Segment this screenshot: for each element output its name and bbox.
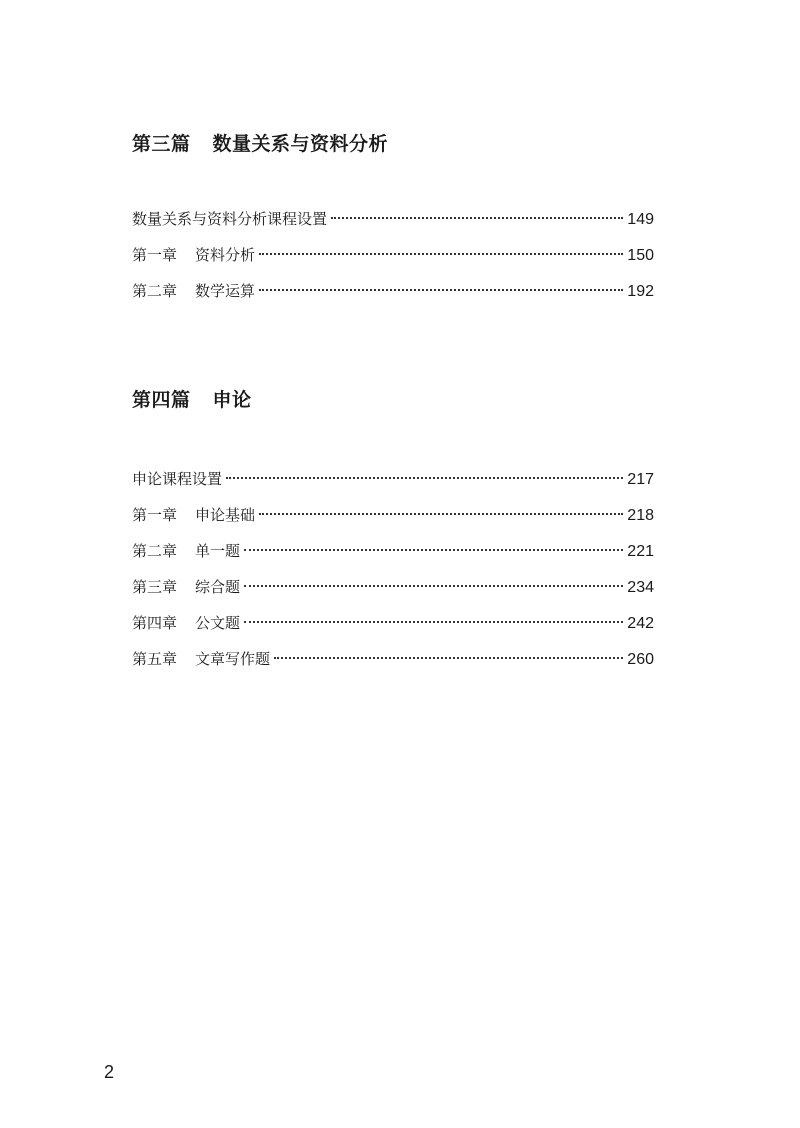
- entry-label: [132, 641, 270, 677]
- toc-entries: [132, 461, 654, 677]
- entry-title: 数量关系与资料分析课程设置: [132, 210, 328, 228]
- entry-chapter: 第一章: [132, 246, 178, 264]
- entry-label: [132, 569, 240, 605]
- entry-title: 公文题: [195, 614, 241, 632]
- entry-chapter: 第四章: [132, 614, 178, 632]
- part-number: 第四篇: [132, 389, 191, 411]
- entry-chapter: 第二章: [132, 542, 178, 560]
- entry-title: 资料分析: [195, 246, 256, 264]
- dot-leader: [244, 585, 623, 587]
- toc-part-3: [132, 129, 654, 309]
- entry-label: [132, 533, 240, 569]
- entry-title: 申论课程设置: [132, 470, 223, 488]
- entry-page: 150: [627, 247, 654, 264]
- part-title: 数量关系与资料分析: [212, 133, 389, 155]
- dot-leader: [244, 549, 623, 551]
- dot-leader: [226, 477, 623, 479]
- entry-label: [132, 237, 255, 273]
- dot-leader: [259, 253, 623, 255]
- entry-label: [132, 497, 255, 533]
- entry-chapter: 第二章: [132, 282, 178, 300]
- toc-entry[interactable]: [132, 569, 654, 605]
- entry-page: 242: [627, 615, 654, 632]
- entry-page: 218: [627, 507, 654, 524]
- entry-label: [132, 605, 240, 641]
- toc-entry[interactable]: [132, 497, 654, 533]
- dot-leader: [244, 621, 623, 623]
- dot-leader: [331, 217, 623, 219]
- toc-entry[interactable]: [132, 461, 654, 497]
- entry-page: 149: [627, 211, 654, 228]
- entry-page: 260: [627, 651, 654, 668]
- entry-page: 234: [627, 579, 654, 596]
- entry-page: 217: [627, 471, 654, 488]
- toc-entry[interactable]: [132, 273, 654, 309]
- toc-entry[interactable]: [132, 237, 654, 273]
- entry-title: 申论基础: [195, 506, 256, 524]
- entry-title: 单一题: [195, 542, 241, 560]
- toc-entry[interactable]: [132, 201, 654, 237]
- part-heading: [132, 129, 654, 159]
- entry-title: 数学运算: [195, 282, 256, 300]
- entry-label: [132, 201, 327, 237]
- toc-entry[interactable]: [132, 641, 654, 677]
- part-title: 申论: [212, 389, 252, 411]
- entry-label: [132, 461, 222, 497]
- entry-chapter: 第五章: [132, 650, 178, 668]
- entry-page: 192: [627, 283, 654, 300]
- entry-title: 文章写作题: [195, 650, 271, 668]
- entry-chapter: 第一章: [132, 506, 178, 524]
- part-heading: [132, 385, 654, 415]
- entry-title: 综合题: [195, 578, 241, 596]
- entry-chapter: 第三章: [132, 578, 178, 596]
- page-number: 2: [104, 1062, 115, 1082]
- entry-page: 221: [627, 543, 654, 560]
- toc-part-4: [132, 385, 654, 677]
- toc-entries: [132, 201, 654, 309]
- dot-leader: [259, 513, 623, 515]
- toc-entry[interactable]: [132, 533, 654, 569]
- part-number: 第三篇: [132, 133, 191, 155]
- dot-leader: [259, 289, 623, 291]
- dot-leader: [274, 657, 623, 659]
- entry-label: [132, 273, 255, 309]
- toc-entry[interactable]: [132, 605, 654, 641]
